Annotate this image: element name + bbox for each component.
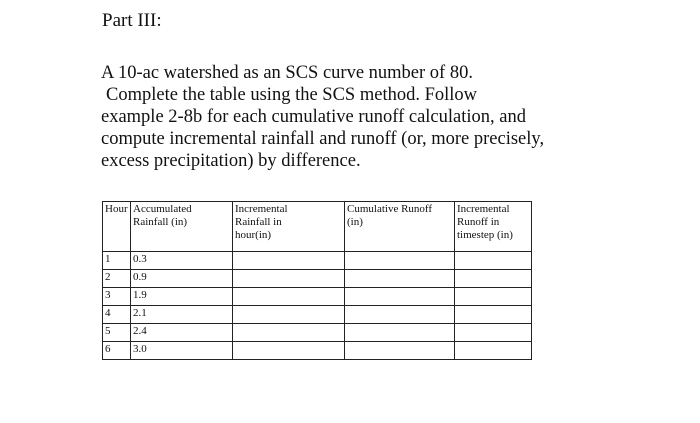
prompt-line: Complete the table using the SCS method. Follow <box>106 85 478 105</box>
cell-hour: 5 <box>103 324 131 342</box>
header-line: hour(in) <box>235 229 272 241</box>
table-row <box>103 324 532 342</box>
table-row <box>103 306 532 324</box>
runoff-table <box>102 201 532 360</box>
cell-incremental-rainfall[interactable] <box>233 306 345 324</box>
cell-cumulative-runoff[interactable] <box>345 324 455 342</box>
header-line: Incremental <box>235 203 288 215</box>
cell-incremental-runoff[interactable] <box>455 288 532 306</box>
header-line: Runoff in <box>457 216 500 228</box>
cell-hour: 4 <box>103 306 131 324</box>
header-accumulated-rainfall <box>131 202 233 252</box>
cell-incremental-rainfall[interactable] <box>233 288 345 306</box>
table-row <box>103 270 532 288</box>
header-line: Cumulative Runoff <box>347 203 433 215</box>
cell-incremental-runoff[interactable] <box>455 324 532 342</box>
header-line: timestep (in) <box>457 229 513 241</box>
cell-hour: 3 <box>103 288 131 306</box>
header-line: Rainfall (in) <box>133 216 188 228</box>
cell-hour: 6 <box>103 342 131 360</box>
problem-statement <box>101 62 661 172</box>
cell-incremental-runoff[interactable] <box>455 342 532 360</box>
cell-accumulated: 2.1 <box>131 306 233 324</box>
prompt-line: compute incremental rainfall and runoff (or, more precisely, <box>101 129 545 149</box>
cell-cumulative-runoff[interactable] <box>345 342 455 360</box>
cell-accumulated: 0.9 <box>131 270 233 288</box>
cell-accumulated: 2.4 <box>131 324 233 342</box>
cell-cumulative-runoff[interactable] <box>345 252 455 270</box>
cell-cumulative-runoff[interactable] <box>345 270 455 288</box>
table-header-row <box>103 202 532 252</box>
table-row <box>103 288 532 306</box>
header-line: Rainfall in <box>235 216 282 228</box>
cell-incremental-rainfall[interactable] <box>233 324 345 342</box>
cell-incremental-rainfall[interactable] <box>233 252 345 270</box>
cell-accumulated: 3.0 <box>131 342 233 360</box>
prompt-line: example 2-8b for each cumulative runoff calculation, and <box>101 107 526 127</box>
section-heading: Part III: <box>102 10 162 31</box>
header-cumulative-runoff <box>345 202 455 252</box>
cell-hour: 1 <box>103 252 131 270</box>
prompt-line: excess precipitation) by difference. <box>101 151 361 171</box>
cell-hour: 2 <box>103 270 131 288</box>
cell-cumulative-runoff[interactable] <box>345 288 455 306</box>
cell-accumulated: 0.3 <box>131 252 233 270</box>
prompt-line: A 10-ac watershed as an SCS curve number of 80. <box>101 63 473 83</box>
table-row <box>103 342 532 360</box>
header-line: Incremental <box>457 203 510 215</box>
header-line: (in) <box>347 216 363 228</box>
cell-incremental-rainfall[interactable] <box>233 270 345 288</box>
cell-accumulated: 1.9 <box>131 288 233 306</box>
cell-incremental-runoff[interactable] <box>455 252 532 270</box>
cell-cumulative-runoff[interactable] <box>345 306 455 324</box>
cell-incremental-runoff[interactable] <box>455 270 532 288</box>
table-row <box>103 252 532 270</box>
header-line: Hour <box>105 203 128 215</box>
header-line: Accumulated <box>133 203 192 215</box>
header-incremental-runoff <box>455 202 532 252</box>
header-incremental-rainfall <box>233 202 345 252</box>
cell-incremental-runoff[interactable] <box>455 306 532 324</box>
header-hour <box>103 202 131 252</box>
cell-incremental-rainfall[interactable] <box>233 342 345 360</box>
